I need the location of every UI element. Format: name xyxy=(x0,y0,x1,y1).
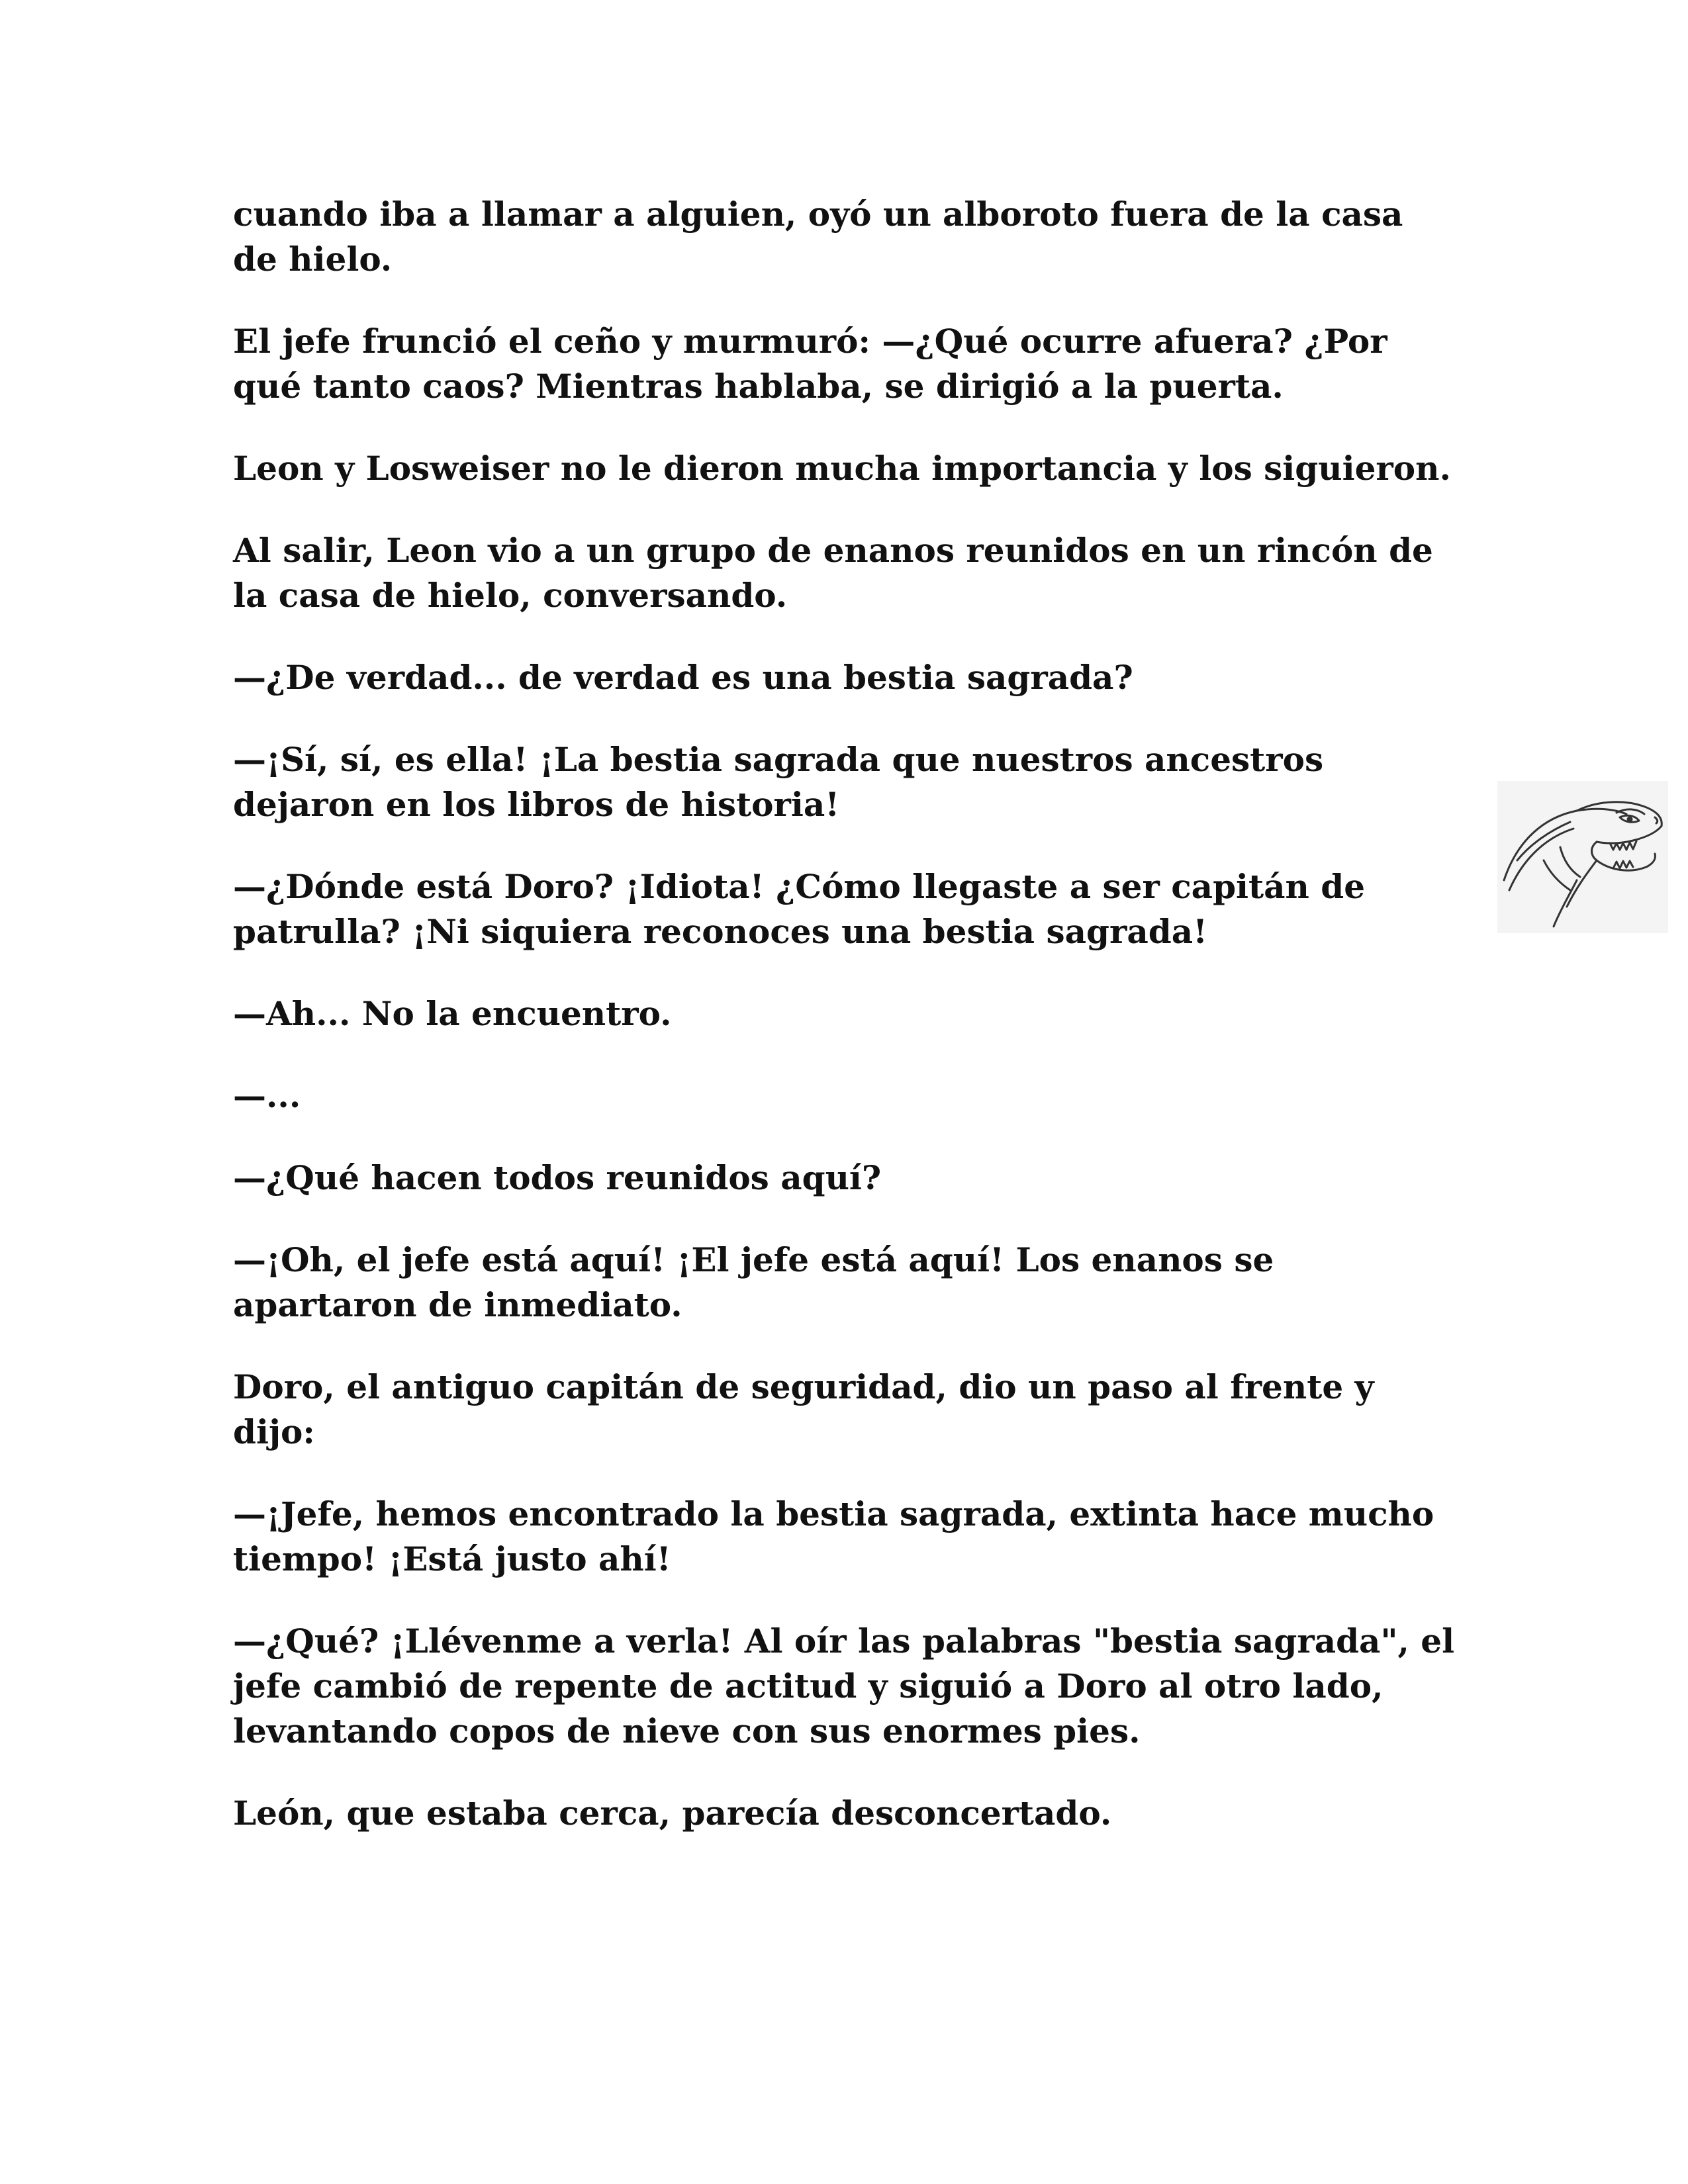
paragraph: —¿De verdad... de verdad es una bestia sagrada? xyxy=(233,658,1133,697)
paragraph: cuando iba a llamar a alguien, oyó un alboroto fuera de la casa de hielo. xyxy=(233,195,1403,279)
paragraph: El jefe frunció el ceño y murmuró: —¿Qué ocurre afuera? ¿Por qué tanto caos? Mientras hablaba, se dirigió a la puerta. xyxy=(233,322,1387,406)
paragraph: —¡Jefe, hemos encontrado la bestia sagrada, extinta hace mucho tiempo! ¡Está justo ahí! xyxy=(233,1494,1434,1578)
paragraph: Al salir, Leon vio a un grupo de enanos reunidos en un rincón de la casa de hielo, conversando. xyxy=(233,531,1433,615)
paragraph: —¿Qué? ¡Llévenme a verla! Al oír las palabras "bestia sagrada", el jefe cambió de repente de actitud y siguió a Doro al otro lado, levantando copos de nieve con sus enormes pies. xyxy=(233,1621,1455,1751)
dinosaur-head-icon xyxy=(1497,781,1668,933)
paragraph: —¡Sí, sí, es ella! ¡La bestia sagrada que nuestros ancestros dejaron en los libros de historia! xyxy=(233,740,1324,824)
paragraph: Leon y Losweiser no le dieron mucha importancia y los siguieron. xyxy=(233,449,1451,488)
document-body xyxy=(233,192,1458,1836)
paragraph: —¿Qué hacen todos reunidos aquí? xyxy=(233,1158,882,1197)
paragraph: Doro, el antiguo capitán de seguridad, dio un paso al frente y dijo: xyxy=(233,1367,1374,1451)
paragraph: —Ah... No la encuentro. xyxy=(233,994,672,1033)
paragraph: —... xyxy=(233,1076,301,1115)
paragraph: —¿Dónde está Doro? ¡Idiota! ¿Cómo llegaste a ser capitán de patrulla? ¡Ni siquiera reconoces una bestia sagrada! xyxy=(233,867,1366,951)
paragraph: León, que estaba cerca, parecía desconcertado. xyxy=(233,1794,1112,1833)
paragraph: —¡Oh, el jefe está aquí! ¡El jefe está aquí! Los enanos se apartaron de inmediato. xyxy=(233,1240,1274,1324)
